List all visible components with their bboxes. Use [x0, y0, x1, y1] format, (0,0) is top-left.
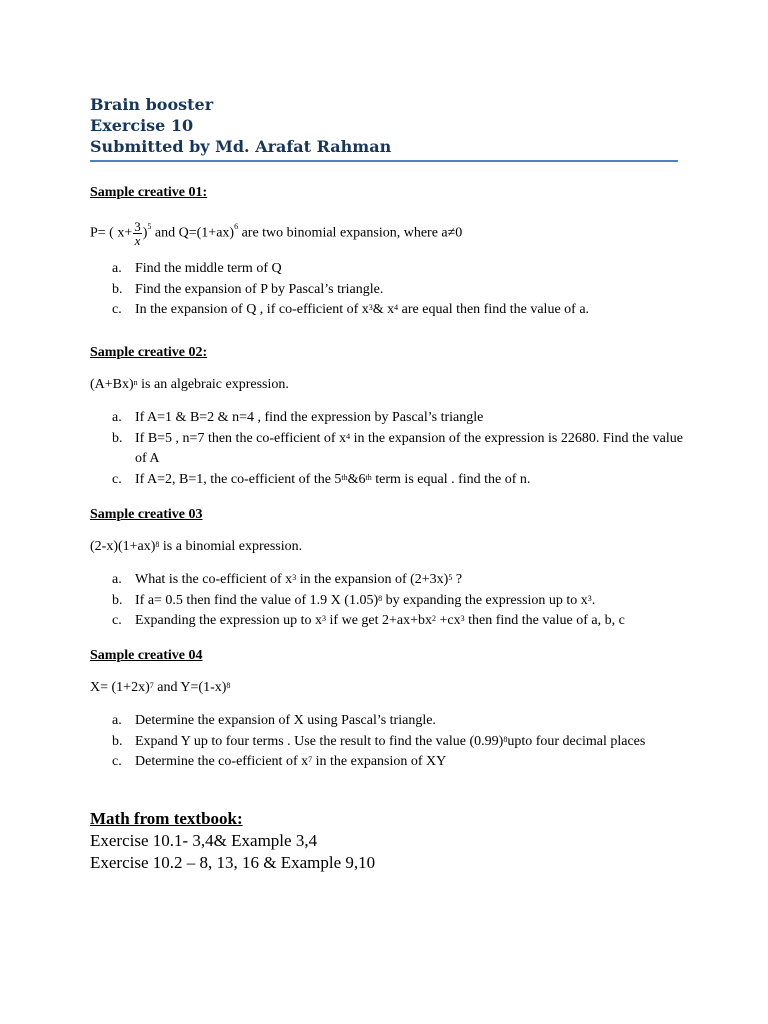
text-run: Expanding the expression up to x	[135, 613, 323, 628]
superscript: 8	[226, 681, 231, 690]
text-run: .	[591, 592, 596, 608]
superscript: 5	[147, 222, 152, 231]
question-stem	[90, 376, 690, 394]
stem-text: (2-x)(1+ax)	[90, 539, 156, 554]
section-textbook	[90, 808, 690, 874]
item-marker: b.	[112, 592, 123, 608]
fraction-numerator: 3	[134, 219, 141, 234]
item-text	[135, 470, 690, 491]
item-text	[135, 711, 690, 732]
item-marker: a.	[112, 410, 122, 425]
stem-text: and Q=(1+ax)	[151, 225, 235, 241]
item-text	[135, 429, 690, 470]
text-run: &6	[347, 471, 366, 487]
superscript: 6	[234, 222, 239, 231]
text-run: in the expansion of (2+3x)	[296, 572, 449, 587]
stem-text: )	[142, 225, 148, 241]
stem-text: (A+Bx)	[90, 377, 134, 392]
item-text	[135, 300, 690, 321]
section-creative-01	[90, 184, 690, 321]
textbook-exercise-10-2: Exercise 10.2 – 8, 13, 16 & Example 9,10	[90, 853, 376, 872]
header-title: Brain booster	[90, 95, 214, 114]
item-marker: c.	[112, 471, 122, 487]
superscript: 4	[346, 431, 351, 441]
stem-text: X= (1+2x)	[90, 680, 150, 695]
item-text	[135, 280, 690, 301]
text-run: Find the middle term of Q	[135, 261, 282, 276]
question-list	[90, 408, 690, 490]
item-marker: b.	[112, 430, 123, 446]
superscript: 2	[432, 614, 437, 623]
fraction-denominator: x	[134, 233, 141, 248]
superscript: 8	[155, 540, 160, 549]
text-run: Expand Y up to four terms . Use the result to find the value (0.99)	[135, 733, 504, 749]
stem-text: and Y=(1-x)	[153, 680, 227, 695]
text-run: if we get 2+ax+bx	[326, 613, 433, 628]
text-run: & x	[372, 302, 395, 317]
item-text	[135, 591, 690, 612]
question-stem	[90, 220, 690, 247]
list-item	[90, 408, 690, 429]
stem-text: is a binomial expression.	[159, 539, 303, 554]
list-item	[90, 611, 690, 632]
superscript: 3	[368, 303, 373, 312]
header-exercise: Exercise 10	[90, 116, 194, 135]
item-text	[135, 570, 690, 591]
text-run: then find the value of a, b, c	[464, 613, 625, 628]
text-run: If B=5 , n=7 then the co-efficient of x	[135, 430, 347, 446]
list-item	[90, 470, 690, 491]
item-marker: a.	[112, 261, 122, 276]
section-creative-03	[90, 506, 690, 632]
superscript: 3	[322, 614, 327, 623]
item-marker: b.	[112, 733, 123, 749]
superscript: 4	[394, 303, 399, 312]
text-run: What is the co-efficient of x	[135, 572, 293, 587]
item-marker: b.	[112, 281, 123, 297]
superscript: 7	[149, 681, 154, 690]
stem-text: P= ( x+	[90, 225, 133, 241]
section-creative-04	[90, 647, 690, 773]
textbook-exercise-10-1: Exercise 10.1- 3,4& Example 3,4	[90, 831, 318, 850]
section-title: Sample creative 01:	[90, 185, 208, 200]
list-item	[90, 300, 690, 321]
question-stem	[90, 538, 690, 556]
text-run: If a= 0.5 then find the value of 1.9 X (1.05)	[135, 592, 379, 608]
stem-text: is an algebraic expression.	[137, 377, 289, 392]
text-run: Find the expansion of P by Pascal’s triangle.	[135, 281, 384, 297]
superscript: th	[341, 472, 348, 482]
list-item	[90, 280, 690, 301]
item-text	[135, 752, 690, 773]
section-creative-02	[90, 344, 690, 490]
text-run: In the expansion of Q , if co-efficient of x	[135, 302, 369, 317]
item-marker: c.	[112, 754, 122, 769]
document-header	[90, 94, 678, 157]
list-item	[90, 711, 690, 732]
item-marker: a.	[112, 572, 122, 587]
list-item	[90, 591, 690, 612]
superscript: 5	[448, 573, 453, 582]
textbook-title: Math from textbook:	[90, 809, 243, 828]
text-run: by expanding the expression up to x	[382, 592, 588, 608]
superscript: 7	[308, 755, 313, 764]
section-title: Sample creative 03	[90, 507, 203, 522]
item-marker: c.	[112, 613, 122, 628]
text-run: Determine the expansion of X using Pascal’s triangle.	[135, 713, 436, 728]
item-text	[135, 408, 690, 429]
superscript: 3	[292, 573, 297, 582]
superscript: th	[365, 472, 372, 482]
text-run: If A=1 & B=2 & n=4 , find the expression by Pascal’s triangle	[135, 410, 484, 425]
text-run: in the expansion of the expression is 22680. Find the value of A	[135, 430, 683, 466]
superscript: 8	[378, 593, 383, 603]
text-run: ?	[452, 572, 463, 587]
stem-text: are two binomial expansion, where a≠0	[238, 225, 463, 241]
item-text	[135, 259, 690, 280]
list-item	[90, 570, 690, 591]
text-run: term is equal . find the of n.	[371, 471, 531, 487]
item-text	[135, 611, 690, 632]
superscript: 3	[460, 614, 465, 623]
item-marker: a.	[112, 713, 122, 728]
text-run: If A=2, B=1, the co-efficient of the 5	[135, 471, 342, 487]
question-list	[90, 570, 690, 632]
list-item	[90, 732, 690, 753]
text-run: +cx	[436, 613, 461, 628]
question-list	[90, 259, 690, 321]
list-item	[90, 259, 690, 280]
fraction	[133, 220, 142, 247]
superscript: n	[133, 378, 138, 387]
section-title: Sample creative 02:	[90, 345, 208, 360]
list-item	[90, 429, 690, 470]
question-list	[90, 711, 690, 773]
text-run: are equal then find the value of a.	[398, 302, 590, 317]
header-divider	[90, 160, 678, 162]
item-marker: c.	[112, 302, 122, 317]
question-stem	[90, 679, 690, 697]
header-author: Submitted by Md. Arafat Rahman	[90, 137, 392, 156]
superscript: 8	[503, 734, 508, 744]
item-text	[135, 732, 690, 753]
section-title: Sample creative 04	[90, 648, 203, 663]
text-run: upto four decimal places	[507, 733, 646, 749]
text-run: in the expansion of XY	[312, 754, 447, 769]
superscript: 3	[587, 593, 592, 603]
text-run: Determine the co-efficient of x	[135, 754, 309, 769]
list-item	[90, 752, 690, 773]
